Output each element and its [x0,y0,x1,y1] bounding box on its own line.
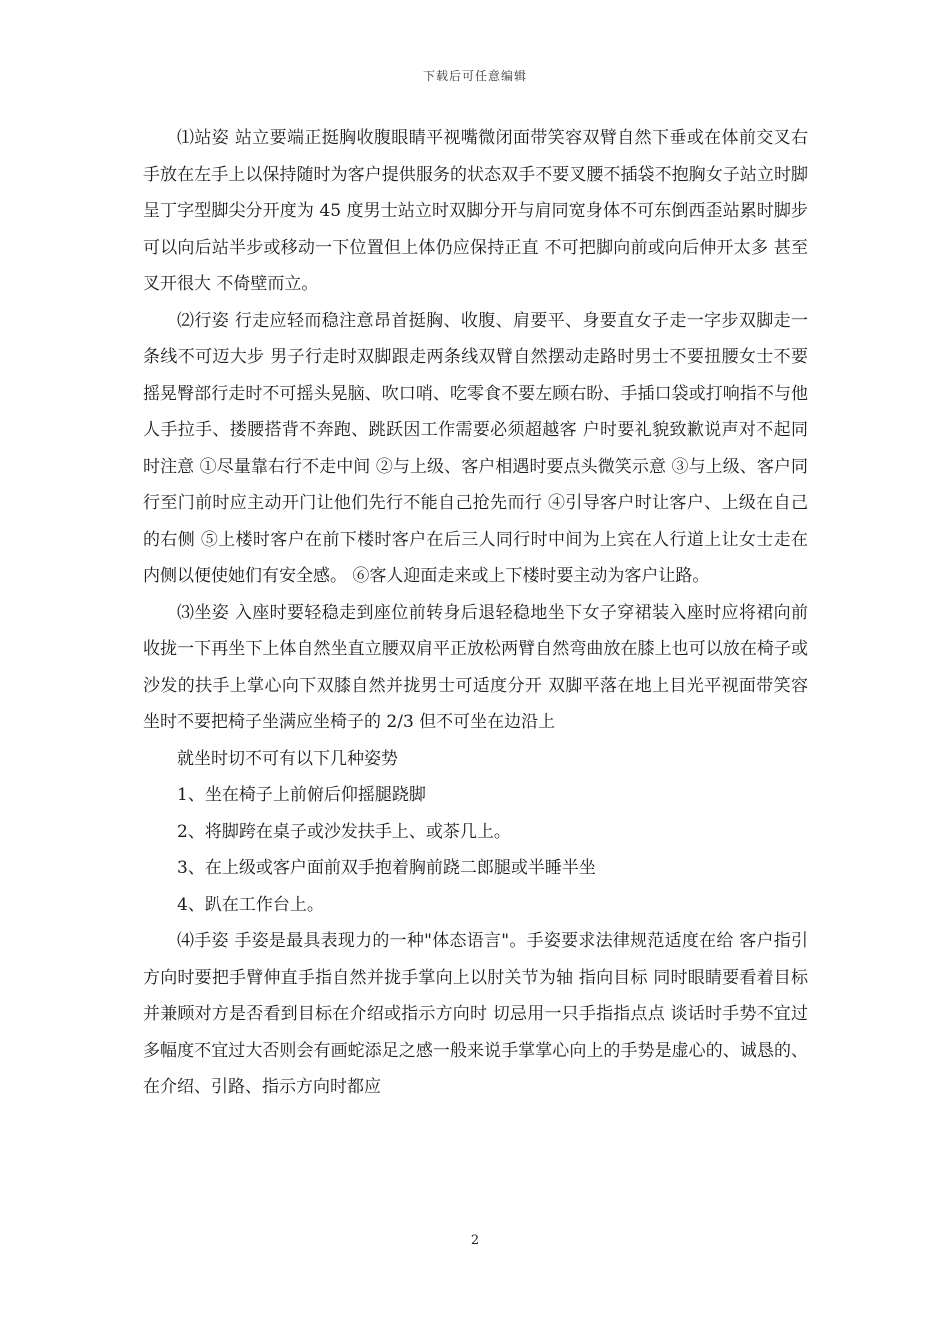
paragraph-sitting-forbidden-intro: 就坐时切不可有以下几种姿势 [177,748,398,769]
paragraph-hand-gesture: ⑷手姿 手姿是最具表现力的一种"体态语言"。手姿要求法律规范适度在给 客户指引方向时要把手臂伸直手指自然并拢手掌向上以肘关节为轴 指向目标 同时眼睛要看着目标 并兼顾对方是否看到目标在介绍或指示方向时 切忌用一只手指指点点 谈话时手势不宜过多幅度不宜过大否则会有画蛇添足之感一般来说手掌掌心向上的手势是虚心的、诚恳的、在介绍、引路、指示方向时都应 [143,931,808,1097]
list-item-sitting-1: 1、坐在椅子上前俯后仰摇腿跷脚 [177,785,426,805]
page-header: 下载后可任意编辑 [422,69,527,83]
document-body [143,120,808,1106]
page-number: 2 [470,1233,480,1248]
list-item-sitting-2: 2、将脚跨在桌子或沙发扶手上、或茶几上。 [177,821,511,842]
list-item-sitting-3: 3、在上级或客户面前双手抱着胸前跷二郎腿或半睡半坐 [177,858,596,878]
paragraph-walking-posture: ⑵行姿 行走应轻而稳注意昂首挺胸、收腹、肩要平、身要直女子走一字步双脚走一条线不可迈大步 男子行走时双脚跟走两条线双臂自然摆动走路时男士不要扭腰女士不要摇晃臀部行走时不可摇头晃脑、吹口哨、吃零食不要左顾右盼、手插口袋或打响指不与他人手拉手、搂腰搭背不奔跑、跳跃因工作需要必须超越客 户时要礼貌致歉说声对不起同时注意 ①尽量靠右行不走中间 ②与上级、客户相遇时要点头微笑示意 ③与上级、客户同行至门前时应主动开门让他们先行不能自己抢先而行 ④引导客户时让客户、上级在自己的右侧 ⑤上楼时客户在前下楼时客户在后三人同行时中间为上宾在人行道上让女士走在内侧以便使她们有安全感。 ⑥客人迎面走来或上下楼时要主动为客户让路。 [143,310,808,586]
paragraph-sitting-posture: ⑶坐姿 入座时要轻稳走到座位前转身后退轻稳地坐下女子穿裙装入座时应将裙向前收拢一下再坐下上体自然坐直立腰双肩平正放松两臂自然弯曲放在膝上也可以放在椅子或沙发的扶手上掌心向下双膝自然并拢男士可适度分开 双脚平落在地上目光平视面带笑容坐时不要把椅子坐满应坐椅子的 2/3 但不可坐在边沿上 [143,602,808,732]
paragraph-standing-posture: ⑴站姿 站立要端正挺胸收腹眼睛平视嘴微闭面带笑容双臂自然下垂或在体前交叉右手放在左手上以保持随时为客户提供服务的状态双手不要叉腰不插袋不抱胸女子站立时脚呈丁字型脚尖分开度为 45 度男士站立时双脚分开与肩同宽身体不可东倒西歪站累时脚步可以向后站半步或移动一下位置但上体仍应保持正直 不可把脚向前或向后伸开太多 甚至叉开很大 不倚壁而立。 [143,128,808,294]
list-item-sitting-4: 4、趴在工作台上。 [177,894,324,915]
